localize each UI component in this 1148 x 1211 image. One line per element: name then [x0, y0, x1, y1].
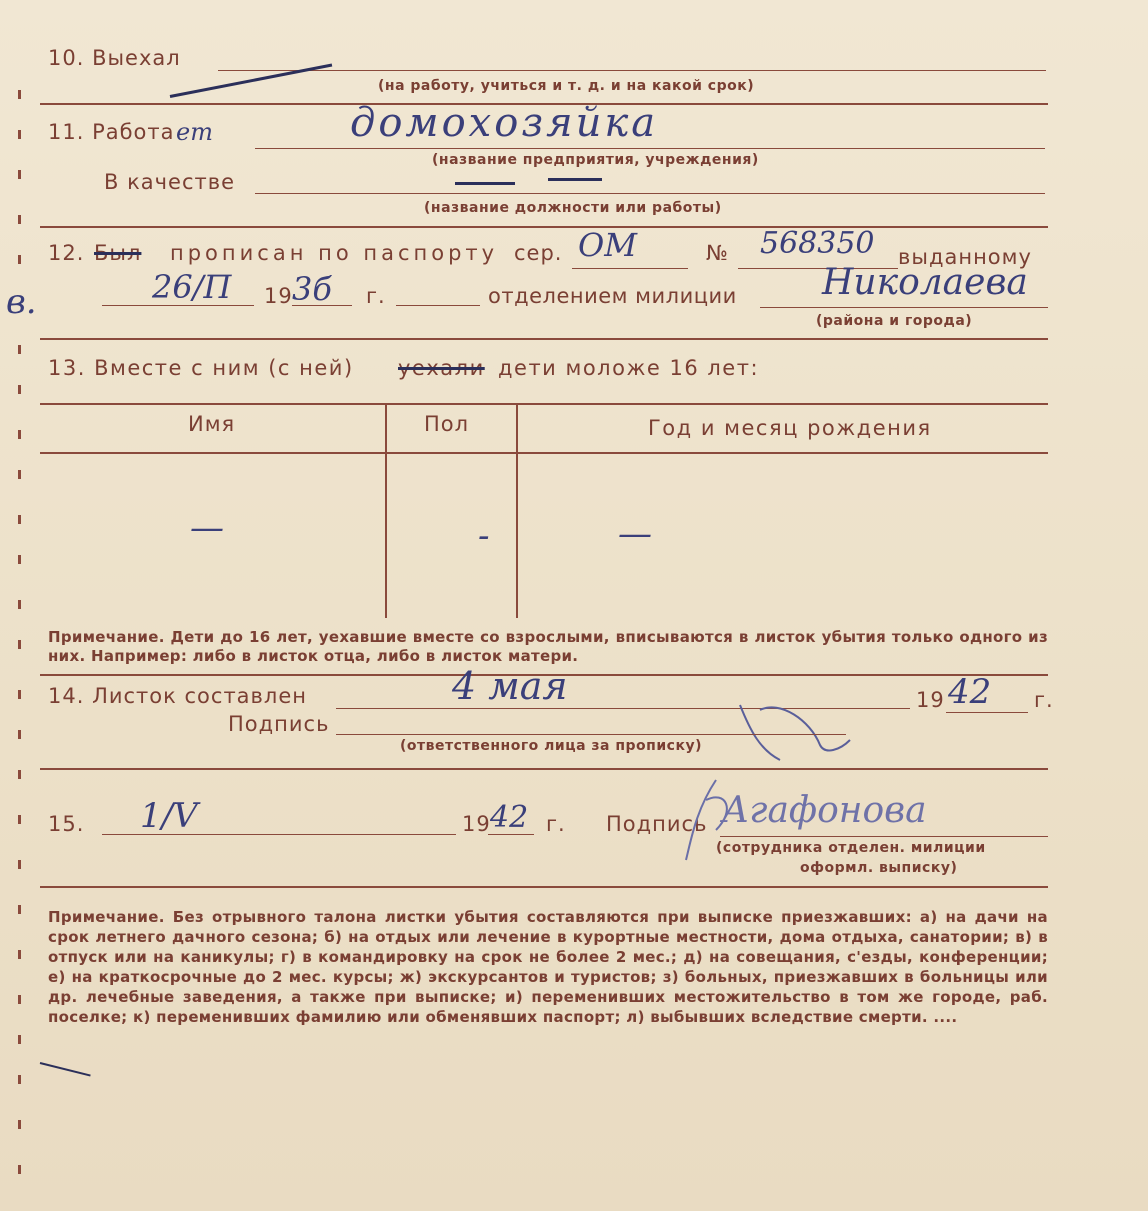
table-column-divider	[516, 403, 518, 618]
note2-prefix: Примечание.	[48, 908, 165, 926]
row15-sign-hand: Агафонова	[722, 790, 927, 831]
row12-city-line[interactable]	[760, 307, 1048, 308]
divider	[40, 768, 1048, 770]
row11-caption2: (название должности или работы)	[424, 200, 722, 216]
row12-dept-label: отделением милиции	[488, 284, 737, 308]
row13-label-part2: дети моложе 16 лет:	[498, 356, 760, 380]
row15-sign-label: Подпись	[606, 812, 708, 836]
row11-label: 11. Работа	[48, 120, 175, 144]
row15-year-line[interactable]	[488, 834, 534, 835]
row11-line[interactable]	[255, 148, 1045, 149]
row12-issued-label: выданному	[898, 245, 1032, 269]
row15-caption-line1: (сотрудника отделен. милиции	[716, 840, 986, 856]
note2-text: Без отрывного талона листки убытия составляются при выписке приезжавших: а) на дачи на срок летнего дачного сезона; б) на отдых или лечение в курортные местности, дома отдыха, санатории; в) в отпуск или на каникулы; г) в командировку на срок не более 2 мес.; д) на совещания, с'езды, конференции; е) на краткосрочные до 2 мес. курсы; ж) экскурсантов и туристов; з) больных, приезжавших в больницы или др. лечебные заведения, а также при выписке; и) переменивших местожительство в том же городе, раб. поселке; к) переменивших фамилию или обменявших паспорт; л) выбывших вследствие смерти. ....	[48, 908, 1048, 1026]
row12-year-suffix: г.	[366, 284, 386, 308]
row12-date-hand: 26/П	[152, 268, 232, 306]
row12-strike: Был	[94, 241, 142, 265]
row12-date-line[interactable]	[102, 305, 254, 306]
note2	[48, 907, 1048, 1027]
row12-series-hand: ОМ	[578, 226, 637, 264]
table-cell-sex[interactable]: -	[478, 516, 490, 556]
row14-date-hand: 4 мая	[452, 664, 568, 708]
row12-year-prefix: 19	[264, 284, 293, 308]
row11-line2[interactable]	[255, 193, 1045, 194]
row15-year-prefix: 19	[462, 812, 491, 836]
row11-hand-suffix: ет	[176, 118, 213, 146]
row11-hand-value: домохозяйка	[350, 100, 659, 146]
row12-blank-line[interactable]	[396, 305, 480, 306]
row12-city-hand: Николаева	[822, 262, 1028, 303]
row12-number-hand: 568350	[760, 226, 875, 261]
row12-number-label: №	[706, 241, 729, 265]
divider	[40, 338, 1048, 340]
row12-series-label: сер.	[514, 241, 563, 265]
row15-sign-line[interactable]	[720, 836, 1048, 837]
row14-signature	[720, 690, 860, 770]
note1	[48, 628, 1048, 666]
row12-year-line[interactable]	[292, 305, 352, 306]
note1-text: Дети до 16 лет, уехавшие вместе со взрослыми, вписываются в листок убытия только одного из них. Например: либо в листок отца, либо в листок матери.	[48, 628, 1048, 665]
row11-pen-dash1	[455, 182, 515, 185]
row12-caption: (района и города)	[816, 313, 973, 329]
table-cell-birth[interactable]: —	[618, 514, 652, 554]
row14-caption: (ответственного лица за прописку)	[400, 738, 702, 754]
row13-strike: уехали	[398, 356, 485, 380]
divider	[40, 886, 1048, 888]
table-header-name: Имя	[188, 412, 236, 436]
row15-year-suffix: г.	[546, 812, 566, 836]
row12-number: 12.	[48, 241, 85, 265]
children-table-top	[40, 403, 1048, 405]
row11-pen-dash2	[548, 178, 602, 181]
row14-sign-line[interactable]	[336, 734, 846, 735]
row14-year-prefix: 19	[916, 688, 945, 712]
row15-caption-line2: оформл. выписку)	[800, 860, 958, 876]
row12-year-hand: 3б	[292, 270, 332, 308]
row14-year-suffix: г.	[1034, 688, 1054, 712]
row15-label: 15.	[48, 812, 85, 836]
row15-year-hand: 42	[490, 800, 529, 835]
row15-date-hand: 1/V	[140, 796, 198, 836]
row10-caption: (на работу, учиться и т. д. и на какой срок)	[378, 78, 755, 94]
row11-label2: В качестве	[104, 170, 236, 194]
row14-year-hand: 42	[948, 672, 992, 712]
table-header-sex: Пол	[424, 412, 470, 436]
table-cell-name[interactable]: —	[190, 508, 224, 548]
row14-sign-label: Подпись	[228, 712, 330, 736]
table-column-divider	[385, 403, 387, 618]
row13-label-part1: 13. Вместе с ним (с ней)	[48, 356, 354, 380]
row10-label: 10. Выехал	[48, 46, 181, 70]
row12-hand-prefix: в.	[6, 282, 37, 322]
row14-label: 14. Листок составлен	[48, 684, 307, 708]
row11-caption1: (название предприятия, учреждения)	[432, 152, 759, 168]
row10-line[interactable]	[218, 70, 1046, 71]
row12-label: прописан по паспорту	[170, 241, 499, 265]
row14-year-line[interactable]	[946, 712, 1028, 713]
divider	[40, 226, 1048, 228]
row15-date-line[interactable]	[102, 834, 456, 835]
note1-prefix: Примечание.	[48, 628, 165, 646]
table-header-birth: Год и месяц рождения	[648, 416, 932, 440]
row12-series-line[interactable]	[572, 268, 688, 269]
children-table-header-line	[40, 452, 1048, 454]
